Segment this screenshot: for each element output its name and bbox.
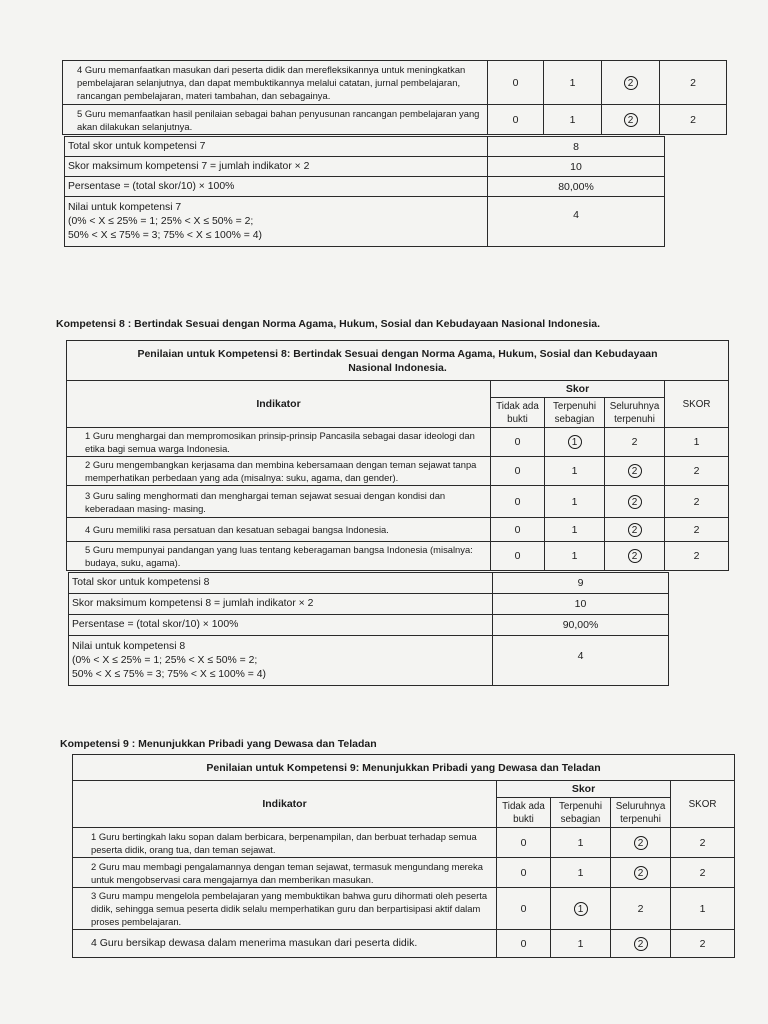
indicator-number: 1 bbox=[91, 830, 97, 842]
col-indikator: Indikator bbox=[73, 781, 497, 828]
summary-value: 80,00% bbox=[488, 177, 665, 197]
value: 1 bbox=[571, 495, 578, 508]
circled-value: 2 bbox=[634, 937, 648, 951]
score-sebagian bbox=[544, 105, 602, 135]
indicator-cell bbox=[73, 888, 497, 930]
score-seluruh bbox=[605, 542, 665, 571]
indicator-cell bbox=[73, 858, 497, 888]
circled-value: 1 bbox=[574, 902, 588, 916]
indicator-text: Guru mengembangkan kerjasama dan membina kebersamaan dengan teman sejawat tanpa memperhatikan perbedaan yang ada (misalnya: suku, agama, dan gender). bbox=[85, 459, 477, 483]
indicator-number: 3 bbox=[85, 489, 91, 501]
value: 2 bbox=[699, 866, 706, 879]
value: 0 bbox=[520, 937, 527, 950]
summary-label: Skor maksimum kompetensi 7 = jumlah indikator × 2 bbox=[65, 157, 488, 177]
score-tidak bbox=[488, 61, 544, 105]
score-tidak bbox=[491, 428, 545, 457]
score-total bbox=[665, 428, 729, 457]
value: 0 bbox=[520, 902, 527, 915]
circled-value: 2 bbox=[628, 549, 642, 563]
score-tidak bbox=[488, 105, 544, 135]
circled-value: 2 bbox=[628, 523, 642, 537]
indicator-text: Guru mau membagi pengalamannya dengan teman sejawat, termasuk mengundang mereka untuk mengobservasi cara mengajarnya dan memberikan masukan. bbox=[91, 860, 483, 885]
indicator-cell bbox=[73, 828, 497, 858]
score-total bbox=[665, 542, 729, 571]
col-sebagian: Terpenuhi sebagian bbox=[551, 798, 611, 828]
nilai-line: (0% < X ≤ 25% = 1; 25% < X ≤ 50% = 2; bbox=[72, 654, 258, 666]
score-seluruh bbox=[611, 888, 671, 930]
score-tidak bbox=[497, 828, 551, 858]
score-seluruh bbox=[605, 486, 665, 518]
score-seluruh bbox=[602, 61, 660, 105]
value: 1 bbox=[571, 550, 578, 562]
score-sebagian bbox=[551, 858, 611, 888]
table-row bbox=[67, 457, 729, 486]
indicator-number: 3 bbox=[91, 890, 97, 901]
col-seluruh: Seluruhnya terpenuhi bbox=[611, 798, 671, 828]
table-row bbox=[67, 518, 729, 542]
score-sebagian bbox=[545, 486, 605, 518]
value: 1 bbox=[569, 113, 576, 126]
summary-label: Skor maksimum kompetensi 8 = jumlah indikator × 2 bbox=[69, 594, 493, 615]
value: 2 bbox=[693, 523, 700, 536]
value: 0 bbox=[514, 465, 521, 477]
table-row bbox=[67, 428, 729, 457]
score-total bbox=[665, 518, 729, 542]
table-row bbox=[63, 61, 727, 105]
score-seluruh bbox=[602, 105, 660, 135]
circled-value: 2 bbox=[634, 836, 648, 850]
value: 2 bbox=[637, 902, 644, 915]
score-total bbox=[671, 930, 735, 958]
header-row bbox=[67, 381, 729, 398]
value: 1 bbox=[571, 465, 578, 477]
header-row bbox=[73, 781, 735, 798]
value: 0 bbox=[514, 436, 521, 448]
table-title: Penilaian untuk Kompetensi 9: Menunjukkan Pribadi yang Dewasa dan Teladan bbox=[73, 755, 735, 781]
indicator-text: Guru memiliki rasa persatuan dan kesatuan sebagai bangsa Indonesia. bbox=[92, 524, 389, 535]
value: 0 bbox=[514, 523, 521, 536]
indicator-number: 4 bbox=[77, 64, 83, 75]
summary-row bbox=[69, 615, 669, 636]
value: 1 bbox=[699, 902, 706, 915]
col-indikator: Indikator bbox=[67, 381, 491, 428]
k9-section-title: Kompetensi 9 : Menunjukkan Pribadi yang Dewasa dan Teladan bbox=[60, 738, 377, 750]
summary-row bbox=[65, 137, 665, 157]
score-tidak bbox=[491, 457, 545, 486]
value: 2 bbox=[699, 836, 706, 849]
table-row bbox=[73, 888, 735, 930]
table-row bbox=[67, 486, 729, 518]
indicator-cell bbox=[63, 61, 488, 105]
indicator-text: Guru memanfaatkan masukan dari peserta didik dan merefleksikannya untuk meningkatkan pembelajaran selanjutnya, dan dapat membuktikannya melalui catatan, jurnal pembelajaran, rancangan pembelajaran, materi tambahan, dan sebagainya. bbox=[77, 64, 466, 101]
k8-summary bbox=[68, 572, 669, 686]
value: 1 bbox=[569, 76, 576, 89]
k7-summary bbox=[64, 136, 665, 247]
score-sebagian bbox=[551, 930, 611, 958]
score-seluruh bbox=[611, 828, 671, 858]
score-tidak bbox=[491, 486, 545, 518]
table-row bbox=[73, 858, 735, 888]
summary-label: Persentase = (total skor/10) × 100% bbox=[65, 177, 488, 197]
indicator-text: Guru mampu mengelola pembelajaran yang membuktikan bahwa guru dihormati oleh peserta didik, sehingga semua peserta didik selalu memperhatikan guru dan berpartisipasi aktif dalam proses pembelajaran. bbox=[91, 890, 488, 927]
score-seluruh bbox=[611, 858, 671, 888]
table-row bbox=[63, 105, 727, 135]
score-total bbox=[665, 486, 729, 518]
value: 1 bbox=[577, 836, 584, 849]
indicator-cell bbox=[67, 428, 491, 457]
nilai-line: 50% < X ≤ 75% = 3; 75% < X ≤ 100% = 4) bbox=[72, 668, 266, 680]
score-tidak bbox=[491, 542, 545, 571]
nilai-label bbox=[65, 197, 488, 247]
col-seluruh: Seluruhnya terpenuhi bbox=[605, 398, 665, 428]
value: 0 bbox=[512, 113, 519, 126]
score-total bbox=[671, 858, 735, 888]
value: 1 bbox=[693, 436, 700, 448]
col-skor-group: Skor bbox=[491, 381, 665, 398]
score-sebagian bbox=[551, 888, 611, 930]
indicator-number: 2 bbox=[91, 860, 97, 872]
summary-label: Persentase = (total skor/10) × 100% bbox=[69, 615, 493, 636]
summary-value: 9 bbox=[493, 573, 669, 594]
score-tidak bbox=[497, 858, 551, 888]
nilai-value: 4 bbox=[493, 636, 669, 686]
circled-value: 2 bbox=[628, 495, 642, 509]
indicator-cell bbox=[67, 542, 491, 571]
indicator-cell bbox=[67, 457, 491, 486]
value: 2 bbox=[690, 76, 696, 89]
score-sebagian bbox=[545, 542, 605, 571]
col-skor-group: Skor bbox=[497, 781, 671, 798]
col-skor: SKOR bbox=[665, 381, 729, 428]
col-sebagian: Terpenuhi sebagian bbox=[545, 398, 605, 428]
score-total bbox=[660, 61, 727, 105]
summary-row bbox=[65, 177, 665, 197]
indicator-text: Guru mempunyai pandangan yang luas tentang keberagaman bangsa Indonesia (misalnya: budaya, suku, agama). bbox=[85, 544, 473, 568]
summary-row bbox=[65, 197, 665, 247]
indicator-number: 1 bbox=[85, 430, 91, 441]
value: 2 bbox=[693, 495, 700, 508]
summary-row bbox=[65, 157, 665, 177]
indicator-number: 4 bbox=[85, 524, 91, 535]
k7-table bbox=[62, 60, 727, 135]
score-seluruh bbox=[605, 518, 665, 542]
col-skor: SKOR bbox=[671, 781, 735, 828]
score-total bbox=[660, 105, 727, 135]
circled-value: 2 bbox=[634, 866, 648, 880]
col-tidak: Tidak ada bukti bbox=[491, 398, 545, 428]
value: 2 bbox=[631, 436, 638, 448]
summary-value: 10 bbox=[493, 594, 669, 615]
summary-row bbox=[69, 573, 669, 594]
table-row bbox=[73, 930, 735, 958]
k8-section-title: Kompetensi 8 : Bertindak Sesuai dengan Norma Agama, Hukum, Sosial dan Kebudayaan Nasional Indonesia. bbox=[56, 318, 600, 330]
value: 0 bbox=[514, 495, 521, 508]
summary-row bbox=[69, 636, 669, 686]
score-tidak bbox=[491, 518, 545, 542]
value: 2 bbox=[690, 113, 696, 126]
indicator-number: 2 bbox=[85, 459, 91, 470]
nilai-line: Nilai untuk kompetensi 8 bbox=[72, 640, 186, 652]
score-sebagian bbox=[551, 828, 611, 858]
circled-value: 2 bbox=[624, 113, 638, 127]
nilai-label bbox=[69, 636, 493, 686]
table-title-row bbox=[73, 755, 735, 781]
circled-value: 2 bbox=[628, 464, 642, 478]
indicator-cell bbox=[63, 105, 488, 135]
nilai-line: Nilai untuk kompetensi 7 bbox=[68, 201, 182, 213]
k8-table bbox=[66, 340, 729, 571]
value: 0 bbox=[514, 550, 521, 562]
indicator-number: 4 bbox=[91, 937, 97, 949]
summary-value: 10 bbox=[488, 157, 665, 177]
k9-table bbox=[72, 754, 735, 958]
score-seluruh bbox=[611, 930, 671, 958]
indicator-text: Guru bertingkah laku sopan dalam berbicara, berpenampilan, dan berbuat terhadap semua peserta didik, orang tua, dan teman sejawat. bbox=[91, 830, 477, 855]
indicator-number: 5 bbox=[85, 544, 91, 555]
summary-label: Total skor untuk kompetensi 7 bbox=[65, 137, 488, 157]
table-title-row bbox=[67, 341, 729, 381]
score-total bbox=[665, 457, 729, 486]
circled-value: 2 bbox=[624, 76, 638, 90]
summary-row bbox=[69, 594, 669, 615]
table-row bbox=[73, 828, 735, 858]
value: 2 bbox=[699, 937, 706, 950]
summary-label: Total skor untuk kompetensi 8 bbox=[69, 573, 493, 594]
indicator-number: 5 bbox=[77, 107, 83, 119]
value: 1 bbox=[577, 866, 584, 879]
score-total bbox=[671, 888, 735, 930]
indicator-text: Guru saling menghormati dan menghargai teman sejawat sesuai dengan kondisi dan keberadaan masing- masing. bbox=[85, 489, 446, 514]
circled-value: 1 bbox=[568, 435, 582, 449]
value: 0 bbox=[520, 836, 527, 849]
table-row bbox=[67, 542, 729, 571]
score-seluruh bbox=[605, 457, 665, 486]
score-seluruh bbox=[605, 428, 665, 457]
value: 1 bbox=[577, 937, 584, 950]
score-sebagian bbox=[544, 61, 602, 105]
score-sebagian bbox=[545, 428, 605, 457]
indicator-cell bbox=[67, 518, 491, 542]
indicator-cell bbox=[73, 930, 497, 958]
col-tidak: Tidak ada bukti bbox=[497, 798, 551, 828]
score-sebagian bbox=[545, 457, 605, 486]
indicator-text: Guru bersikap dewasa dalam menerima masukan dari peserta didik. bbox=[99, 937, 418, 949]
nilai-value: 4 bbox=[488, 197, 665, 247]
indicator-cell bbox=[67, 486, 491, 518]
value: 1 bbox=[571, 523, 578, 536]
value: 0 bbox=[520, 866, 527, 879]
score-total bbox=[671, 828, 735, 858]
summary-value: 90,00% bbox=[493, 615, 669, 636]
table-title: Penilaian untuk Kompetensi 8: Bertindak Sesuai dengan Norma Agama, Hukum, Sosial dan Kebudayaan Nasional Indonesia. bbox=[67, 341, 729, 381]
indicator-text: Guru memanfaatkan hasil penilaian sebagai bahan penyusunan rancangan pembelajaran yang akan dilakukan selanjutnya. bbox=[77, 107, 480, 132]
value: 2 bbox=[693, 550, 700, 562]
value: 0 bbox=[512, 76, 519, 89]
indicator-text: Guru menghargai dan mempromosikan prinsip-prinsip Pancasila sebagai dasar ideologi dan etika bagi semua warga Indonesia. bbox=[85, 430, 475, 454]
nilai-line: (0% < X ≤ 25% = 1; 25% < X ≤ 50% = 2; bbox=[68, 215, 254, 227]
value: 2 bbox=[693, 465, 700, 477]
summary-value: 8 bbox=[488, 137, 665, 157]
score-sebagian bbox=[545, 518, 605, 542]
nilai-line: 50% < X ≤ 75% = 3; 75% < X ≤ 100% = 4) bbox=[68, 229, 262, 241]
score-tidak bbox=[497, 930, 551, 958]
score-tidak bbox=[497, 888, 551, 930]
